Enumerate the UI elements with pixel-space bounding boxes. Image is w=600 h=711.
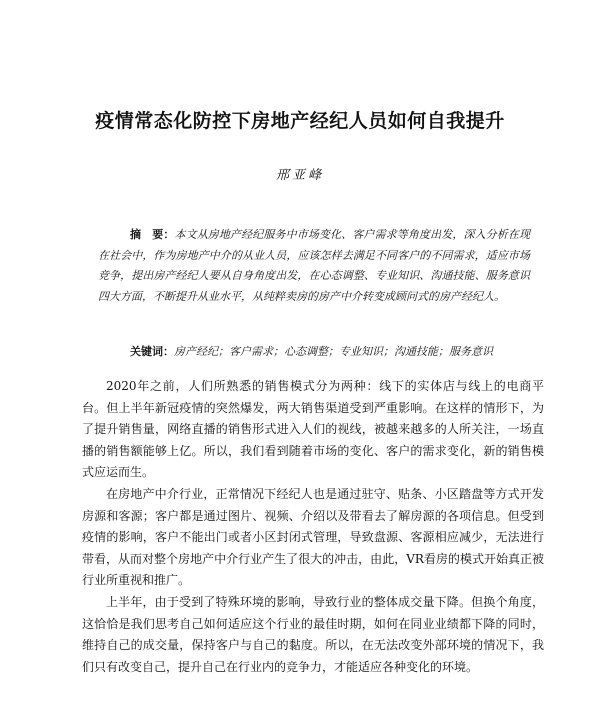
keywords-text: 房产经纪；客户需求；心态调整；专业知识；沟通技能；服务意识 — [174, 345, 493, 358]
body-paragraph-3: 上半年，由于受到了特殊环境的影响，导致行业的整体成交量下降。但换个角度，这恰恰是我们思考自己如何适应这个行业的最佳时期，如何在同业业绩都下降的同时，维持自己的成交量，保持客户与自己的黏度。所以，在无法改变外部环境的情况下，我们只有改变自己，提升自己在行业内的竞争力，才能适应各种变化的环境。 — [82, 594, 544, 674]
body-paragraph-1: 2020年之前，人们所熟悉的销售模式分为两种：线下的实体店与线上的电商平台。但上半年新冠疫情的突然爆发，两大销售渠道受到严重影响。在这样的情形下，为了提升销售量，网络直播的销售形式进入人们的视线，被越来越多的人所关注，一场直播的销售额能够上亿。所以，我们看到随着市场的变化、客户的需求变化，新的销售模式应运而生。 — [82, 379, 544, 480]
abstract-label: 摘 要： — [130, 228, 175, 241]
body-paragraph-2: 在房地产中介行业，正常情况下经纪人也是通过驻守、贴条、小区踏盘等方式开发房源和客源；客户都是通过图片、视频、介绍以及带看去了解房源的各项信息。但受到疫情的影响，客户不能出门或者小区封闭式管理，导致盘源、客源相应减少，无法进行带看，从而对整个房地产中介行业产生了很大的冲击，由此，VR看房的模式开始真正被行业所重视和推广。 — [82, 486, 544, 588]
abstract-text: 本文从房地产经纪服务中市场变化、客户需求等角度出发，深入分析在现在社会中，作为房地产中介的从业人员，应该怎样去满足不同客户的不同需求，适应市场竞争，提出房产经纪人要从自身角度出发，在心态调整、专业知识、沟通技能、服务意识四大方面，不断提升从业水平，从纯粹卖房的房产中介转变成顾问式的房产经纪人。 — [98, 228, 531, 303]
author-name: 邢亚峰 — [275, 168, 324, 183]
body-text — [82, 376, 544, 678]
keywords-label: 关键词： — [130, 345, 174, 358]
paper-title: 疫情常态化防控下房地产经纪人员如何自我提升 — [95, 110, 505, 132]
abstract — [98, 225, 530, 307]
keywords — [130, 344, 550, 360]
